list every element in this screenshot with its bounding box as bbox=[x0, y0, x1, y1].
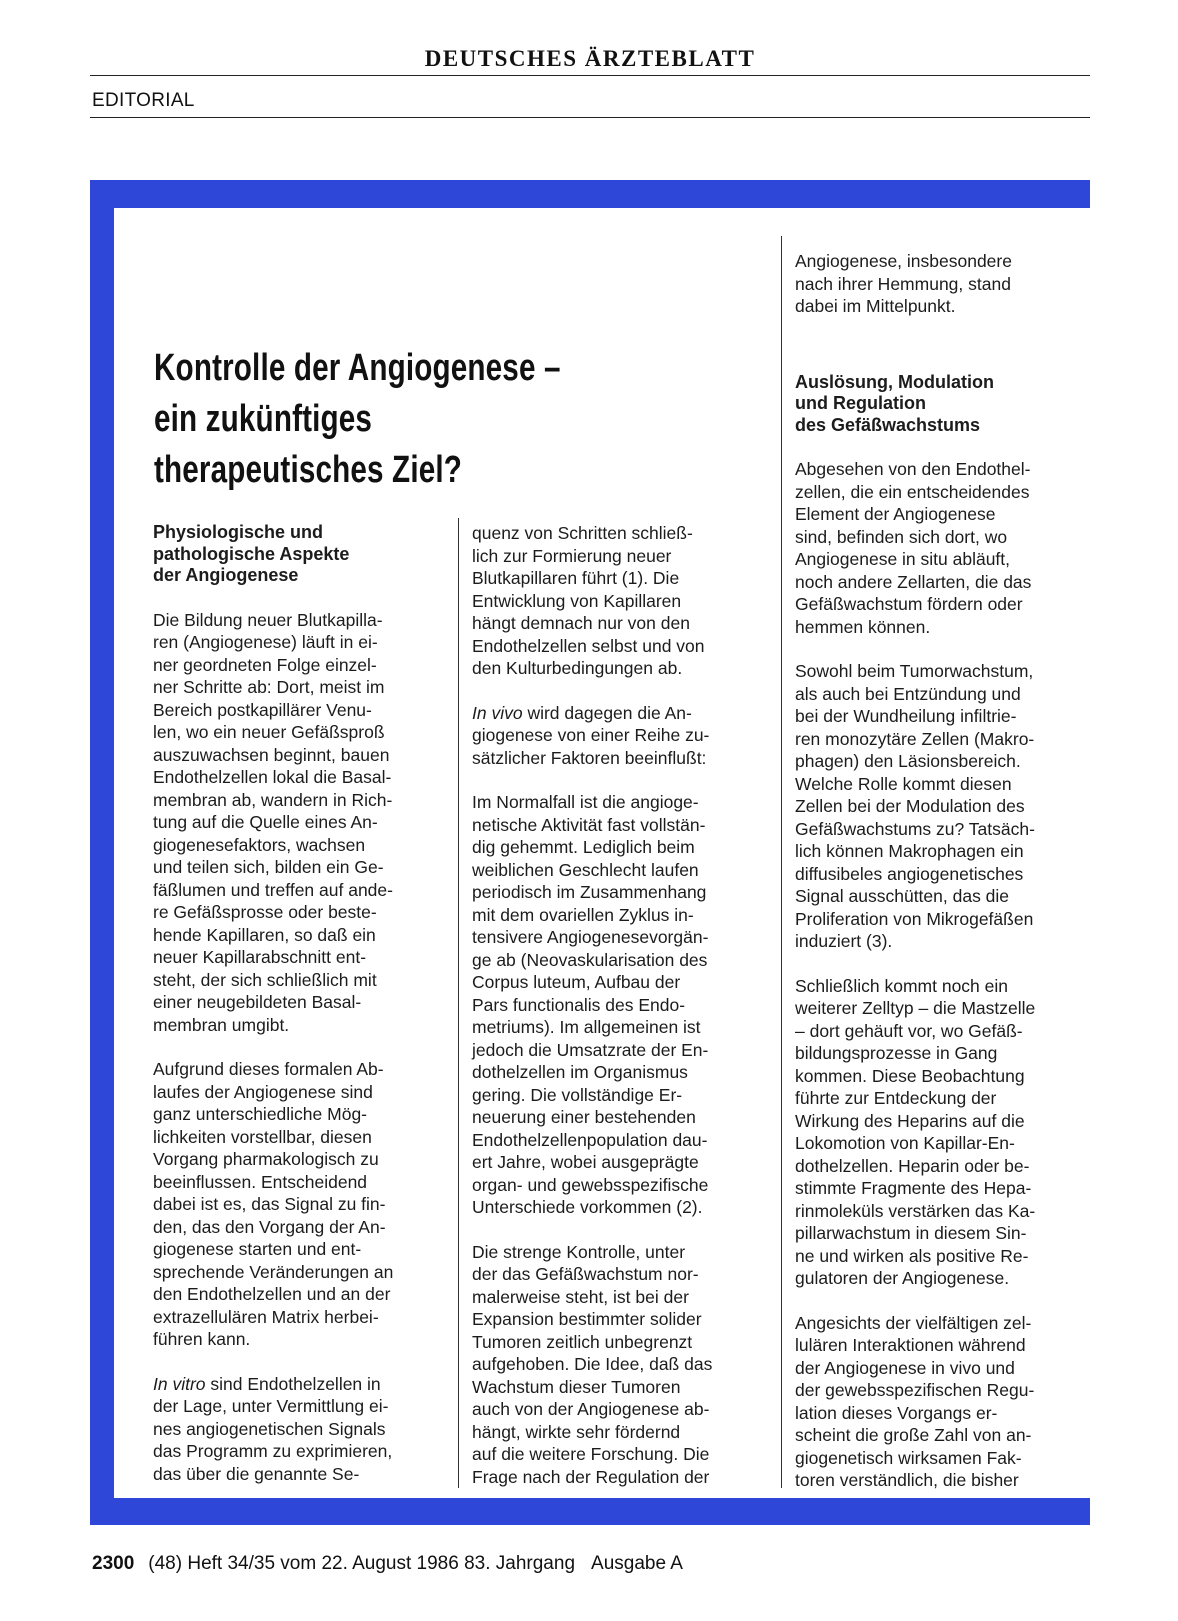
text-line: membran umgibt. bbox=[153, 1014, 290, 1035]
article-column-1 bbox=[153, 522, 441, 1485]
text-line: Aufgrund dieses formalen Ab- bbox=[153, 1059, 384, 1079]
issue-info: (48) Heft 34/35 vom 22. August 1986 83. Jahrgang bbox=[148, 1553, 576, 1574]
text-line: nes angiogenetischen Signals bbox=[153, 1418, 386, 1439]
text-line: Vorgang pharmakologisch zu bbox=[153, 1149, 379, 1169]
text-line: dabei im Mittelpunkt. bbox=[795, 296, 956, 316]
text-line: Schließlich kommt noch ein bbox=[795, 975, 1008, 996]
text-run: sind Endothelzellen in bbox=[205, 1373, 381, 1394]
text-line: len, wo ein neuer Gefäßsproß bbox=[153, 722, 385, 742]
paragraph bbox=[472, 1241, 764, 1489]
text-line: ert Jahre, wobei ausgeprägte bbox=[472, 1152, 699, 1172]
text-line: neuer Kapillarabschnitt ent- bbox=[153, 947, 367, 967]
text-line: tensivere Angiogenesevorgän- bbox=[472, 927, 709, 947]
text-line: toren verständlich, die bisher bbox=[795, 1470, 1019, 1490]
text-line: quenz von Schritten schließ- bbox=[472, 523, 693, 543]
italic-term: In vivo bbox=[472, 702, 523, 723]
text-line: dabei ist es, das Signal zu fin- bbox=[153, 1194, 386, 1214]
text-line: weiterer Zelltyp – die Mastzelle bbox=[795, 998, 1036, 1018]
text-line: rinmoleküls verstärken das Ka- bbox=[795, 1200, 1036, 1221]
text-line: tung auf die Quelle eines An- bbox=[153, 812, 378, 832]
text-line: ren (Angiogenese) läuft in ei- bbox=[153, 632, 378, 652]
subhead-line: und Regulation bbox=[795, 393, 926, 413]
text-line: re Gefäßsprosse oder beste- bbox=[153, 902, 377, 922]
text-line: nach ihrer Hemmung, stand bbox=[795, 273, 1011, 294]
paragraph bbox=[795, 975, 1085, 1290]
text-line: Signal ausschütten, das die bbox=[795, 886, 1010, 906]
paragraph bbox=[795, 1312, 1085, 1492]
text-line: Endothelzellen selbst und von bbox=[472, 635, 705, 656]
text-line: einer neugebildeten Basal- bbox=[153, 992, 362, 1012]
text-line: stimmte Fragmente des Hepa- bbox=[795, 1178, 1032, 1198]
text-line: Entwicklung von Kapillaren bbox=[472, 590, 682, 611]
text-line: Im Normalfall ist die angioge- bbox=[472, 792, 699, 812]
text-line: Gefäßwachstum fördern oder bbox=[795, 594, 1023, 614]
text-line bbox=[472, 702, 764, 725]
text-line: Lokomotion von Kapillar-En- bbox=[795, 1133, 1015, 1153]
text-line: dig gehemmt. Lediglich beim bbox=[472, 837, 695, 857]
text-line: pillarwachstum in diesem Sin- bbox=[795, 1223, 1027, 1243]
subhead-line: Physiologische und bbox=[153, 522, 324, 542]
edition-label: Ausgabe A bbox=[591, 1553, 683, 1574]
text-line: ner geordneten Folge einzel- bbox=[153, 654, 377, 675]
text-line: sätzlicher Faktoren beeinflußt: bbox=[472, 747, 707, 768]
text-line: hängt, wirkte sehr fördernd bbox=[472, 1421, 681, 1442]
text-line: induziert (3). bbox=[795, 931, 893, 951]
paragraph bbox=[472, 522, 764, 680]
text-line: der das Gefäßwachstum nor- bbox=[472, 1264, 699, 1284]
text-line: Zellen bei der Modulation des bbox=[795, 796, 1025, 816]
column-3-subhead bbox=[795, 372, 1085, 437]
text-line: gering. Die vollständige Er- bbox=[472, 1084, 683, 1105]
text-line: sind, befinden sich dort, wo bbox=[795, 526, 1008, 547]
text-line: hemmen können. bbox=[795, 616, 931, 637]
text-line bbox=[153, 1373, 441, 1396]
text-line: dothelzellen. Heparin oder be- bbox=[795, 1155, 1030, 1176]
text-line: lation dieses Vorgangs er- bbox=[795, 1402, 998, 1423]
text-line: Bereich postkapillärer Venu- bbox=[153, 699, 372, 720]
text-line: laufes der Angiogenese sind bbox=[153, 1081, 373, 1102]
text-line: extrazellulären Matrix herbei- bbox=[153, 1306, 379, 1327]
italic-term: In vitro bbox=[153, 1373, 206, 1394]
text-line: auszuwachsen beginnt, bauen bbox=[153, 744, 390, 765]
text-line: ner Schritte ab: Dort, meist im bbox=[153, 677, 385, 697]
paragraph bbox=[153, 1058, 441, 1351]
text-line: giogenese von einer Reihe zu- bbox=[472, 725, 710, 745]
text-line: giogenese starten und ent- bbox=[153, 1239, 362, 1259]
text-line: Endothelzellen lokal die Basal- bbox=[153, 767, 392, 787]
text-line: auf die weitere Forschung. Die bbox=[472, 1444, 710, 1464]
text-line: Frage nach der Regulation der bbox=[472, 1466, 710, 1487]
text-line: Endothelzellenpopulation dau- bbox=[472, 1129, 708, 1150]
text-line: giogenetisch wirksamen Fak- bbox=[795, 1447, 1022, 1468]
text-line: Expansion bestimmter solider bbox=[472, 1309, 702, 1329]
text-line: Welche Rolle kommt diesen bbox=[795, 773, 1012, 794]
section-label: EDITORIAL bbox=[92, 90, 195, 111]
text-line: Blutkapillaren führt (1). Die bbox=[472, 568, 680, 588]
text-line: membran ab, wandern in Rich- bbox=[153, 789, 393, 810]
text-line: das über die genannte Se- bbox=[153, 1463, 360, 1484]
text-line: lich zur Formierung neuer bbox=[472, 545, 672, 566]
text-line: der gewebsspezifischen Regu- bbox=[795, 1380, 1035, 1400]
paragraph bbox=[153, 609, 441, 1037]
column-divider bbox=[458, 518, 459, 1488]
text-line: bei der Wundheilung infiltrie- bbox=[795, 706, 1017, 726]
text-line: Wirkung des Heparins auf die bbox=[795, 1110, 1025, 1131]
text-line: diffusibeles angiogenetisches bbox=[795, 863, 1024, 884]
text-line: Die strenge Kontrolle, unter bbox=[472, 1241, 686, 1262]
page-number: 2300 bbox=[92, 1553, 135, 1574]
paragraph bbox=[472, 702, 764, 770]
text-line: führen kann. bbox=[153, 1329, 251, 1349]
subhead-line: des Gefäßwachstums bbox=[795, 414, 981, 435]
text-line: Wachstum dieser Tumoren bbox=[472, 1376, 681, 1397]
text-line: den Kulturbedingungen ab. bbox=[472, 658, 683, 678]
text-line: hende Kapillaren, so daß ein bbox=[153, 924, 376, 945]
text-line: Sowohl beim Tumorwachstum, bbox=[795, 661, 1034, 681]
text-line: malerweise steht, ist bei der bbox=[472, 1286, 689, 1307]
paragraph bbox=[795, 458, 1085, 638]
subhead-line: Auslösung, Modulation bbox=[795, 371, 994, 392]
text-line: gulatoren der Angiogenese. bbox=[795, 1268, 1010, 1288]
text-line: Gefäßwachstums zu? Tatsäch- bbox=[795, 818, 1035, 839]
masthead bbox=[90, 42, 1090, 76]
text-line: Element der Angiogenese bbox=[795, 504, 996, 524]
text-line: giogenesefaktors, wachsen bbox=[153, 834, 366, 855]
article-column-2 bbox=[472, 522, 764, 1488]
text-line: ne und wirken als positive Re- bbox=[795, 1245, 1029, 1266]
paragraph bbox=[795, 660, 1085, 953]
text-line: bildungsprozesse in Gang bbox=[795, 1043, 998, 1063]
text-line: den, das den Vorgang der An- bbox=[153, 1216, 386, 1237]
text-line: beeinflussen. Entscheidend bbox=[153, 1171, 368, 1192]
text-run: wird dagegen die An- bbox=[522, 702, 692, 723]
column-1-subhead bbox=[153, 522, 441, 587]
text-line: Die Bildung neuer Blutkapilla- bbox=[153, 609, 383, 630]
text-line: lich können Makrophagen ein bbox=[795, 841, 1024, 861]
text-line: Proliferation von Mikrogefäßen bbox=[795, 908, 1034, 929]
paragraph bbox=[795, 250, 1085, 318]
text-line: dothelzellen im Organismus bbox=[472, 1062, 688, 1082]
text-line: lichkeiten vorstellbar, diesen bbox=[153, 1126, 372, 1147]
text-line: fäßlumen und treffen auf ande- bbox=[153, 879, 393, 900]
text-line: Pars functionalis des Endo- bbox=[472, 994, 686, 1015]
text-line: jedoch die Umsatzrate der En- bbox=[472, 1039, 709, 1060]
text-line: steht, der sich schließlich mit bbox=[153, 969, 377, 990]
article-headline bbox=[154, 343, 561, 496]
text-line: Angesichts der vielfältigen zel- bbox=[795, 1312, 1032, 1333]
text-line: der Lage, unter Vermittlung ei- bbox=[153, 1396, 389, 1416]
headline-line: ein zukünftiges bbox=[154, 398, 373, 440]
text-line: führte zur Entdeckung der bbox=[795, 1088, 997, 1108]
text-line: zellen, die ein entscheidendes bbox=[795, 481, 1030, 502]
text-line: neuerung einer bestehenden bbox=[472, 1107, 696, 1127]
text-line: als auch bei Entzündung und bbox=[795, 683, 1021, 704]
journal-title: DEUTSCHES ÄRZTEBLATT bbox=[424, 46, 756, 71]
text-line: auch von der Angiogenese ab- bbox=[472, 1399, 710, 1419]
text-line: organ- und gewebsspezifische bbox=[472, 1174, 709, 1195]
text-line: netische Aktivität fast vollstän- bbox=[472, 814, 706, 835]
text-line: den Endothelzellen und an der bbox=[153, 1284, 391, 1304]
text-line: und teilen sich, bilden ein Ge- bbox=[153, 857, 384, 877]
text-line: sprechende Veränderungen an bbox=[153, 1261, 394, 1282]
text-line: phagen) den Läsionsbereich. bbox=[795, 751, 1021, 771]
paragraph bbox=[153, 1373, 441, 1486]
text-line: scheint die große Zahl von an- bbox=[795, 1425, 1032, 1445]
text-line: Angiogenese, insbesondere bbox=[795, 251, 1012, 271]
column-divider bbox=[781, 236, 782, 1488]
text-line: lulären Interaktionen während bbox=[795, 1335, 1026, 1355]
text-line: der Angiogenese in vivo und bbox=[795, 1357, 1015, 1378]
text-line: ren monozytäre Zellen (Makro- bbox=[795, 728, 1035, 749]
headline-line: Kontrolle der Angiogenese – bbox=[154, 347, 561, 389]
text-line: periodisch im Zusammenhang bbox=[472, 882, 707, 902]
text-line: Unterschiede vorkommen (2). bbox=[472, 1197, 703, 1217]
article-column-3 bbox=[795, 250, 1085, 1492]
text-line: das Programm zu exprimieren, bbox=[153, 1441, 393, 1461]
text-line: Corpus luteum, Aufbau der bbox=[472, 972, 681, 992]
page-footer bbox=[92, 1553, 683, 1575]
text-line: metriums). Im allgemeinen ist bbox=[472, 1017, 701, 1037]
text-line: Angiogenese in situ abläuft, bbox=[795, 549, 1011, 569]
paragraph bbox=[472, 791, 764, 1219]
text-line: weiblichen Geschlecht laufen bbox=[472, 859, 699, 880]
text-line: Abgesehen von den Endothel- bbox=[795, 459, 1031, 479]
subhead-line: der Angiogenese bbox=[153, 565, 299, 585]
headline-line: therapeutisches Ziel? bbox=[154, 449, 463, 491]
text-line: hängt demnach nur von den bbox=[472, 613, 690, 633]
text-line: kommen. Diese Beobachtung bbox=[795, 1065, 1025, 1086]
subhead-line: pathologische Aspekte bbox=[153, 543, 350, 564]
text-line: – dort gehäuft vor, wo Gefäß- bbox=[795, 1020, 1023, 1041]
text-line: ganz unterschiedliche Mög- bbox=[153, 1104, 368, 1124]
section-rule bbox=[90, 117, 1090, 118]
text-line: mit dem ovariellen Zyklus in- bbox=[472, 904, 694, 925]
masthead-rule bbox=[90, 75, 1090, 76]
text-line: aufgehoben. Die Idee, daß das bbox=[472, 1354, 713, 1374]
text-line: noch andere Zellarten, die das bbox=[795, 571, 1032, 592]
text-line: Tumoren zeitlich unbegrenzt bbox=[472, 1331, 693, 1352]
text-line: ge ab (Neovaskularisation des bbox=[472, 949, 708, 970]
